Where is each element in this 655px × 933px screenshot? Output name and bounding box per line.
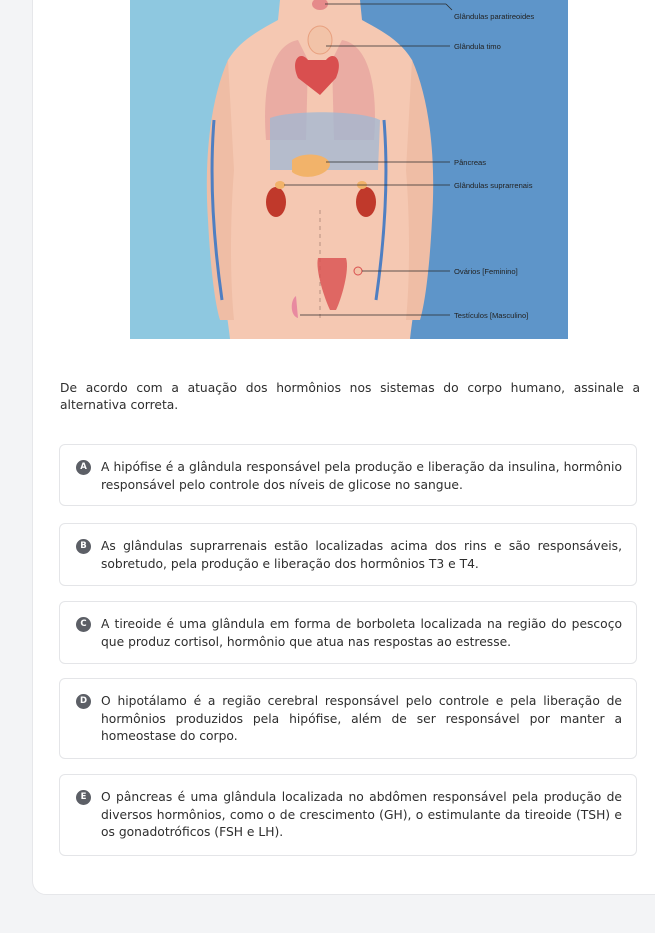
label-suprarrenais: Glândulas suprarrenais [454,181,533,190]
option-letter-badge: D [76,694,91,709]
question-stem: De acordo com a atuação dos hormônios nos sistemas do corpo humano, assinale a alternativa correta. [60,381,640,412]
option-letter-badge: A [76,460,91,475]
option-c[interactable] [59,601,637,664]
option-letter-badge: C [76,617,91,632]
option-letter-badge: E [76,790,91,805]
option-text: As glândulas suprarrenais estão localizadas acima dos rins e são responsáveis, sobretudo, pela produção e liberação dos hormônios T3 e T4. [101,539,622,571]
endocrine-figure [130,0,568,339]
option-b[interactable] [59,523,637,586]
label-ovarios: Ovários [Feminino] [454,267,518,276]
label-timo: Glândula timo [454,42,501,51]
kidney-left [266,187,286,217]
label-testiculos: Testículos [Masculino] [454,311,529,320]
option-d[interactable] [59,678,637,759]
thymus [308,26,332,54]
kidney-right [356,187,376,217]
option-letter-badge: B [76,539,91,554]
option-a[interactable] [59,444,637,506]
option-e[interactable] [59,774,637,856]
option-text: O pâncreas é uma glândula localizada no abdômen responsável pela produção de diversos hormônios, como o de crescimento (GH), o estimulante da tireoide (TSH) e os gonadotróficos (FSH e LH). [101,790,622,839]
ovary [354,267,362,275]
option-text: A hipófise é a glândula responsável pela produção e liberação da insulina, hormônio responsável pelo controle dos níveis de glicose no sangue. [101,460,622,492]
label-paratireoides: Glândulas paratireoides [454,12,535,21]
label-pancreas: Pâncreas [454,158,487,167]
option-text: O hipotálamo é a região cerebral responsável pelo controle e pela liberação de hormônios produzidos pela hipófise, além de ser responsável por manter a homeostase do corpo. [101,694,622,743]
option-text: A tireoide é uma glândula em forma de borboleta localizada na região do pescoço que produz cortisol, hormônio que atua nas respostas ao estresse. [101,617,622,649]
